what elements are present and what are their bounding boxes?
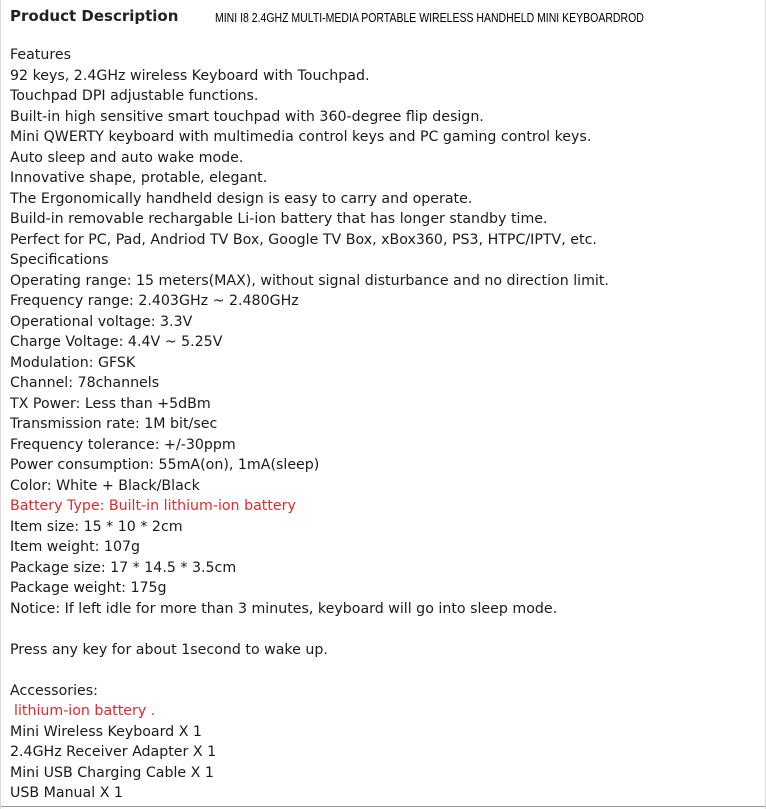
feature-item: Build-in removable rechargable Li-ion battery that has longer standby time. — [10, 211, 548, 227]
feature-item: Touchpad DPI adjustable functions. — [10, 88, 259, 104]
feature-item: Auto sleep and auto wake mode. — [10, 149, 244, 166]
specifications-heading: Specifications — [10, 252, 109, 268]
spec-item: Channel: 78channels — [10, 375, 160, 391]
sleep-notice: Notice: If left idle for more than 3 minutes, keyboard will go into sleep mode. — [10, 600, 558, 617]
section-title: Product Description — [10, 7, 179, 25]
wake-note: Press any key for about 1second to wake up. — [10, 641, 328, 658]
spec-item: Item size: 15 * 10 * 2cm — [10, 518, 183, 535]
spec-item: Package size: 17 * 14.5 * 3.5cm — [10, 559, 237, 576]
spacer — [10, 619, 759, 640]
feature-item: Innovative shape, protable, elegant. — [10, 170, 268, 186]
features-heading: Features — [10, 47, 72, 63]
spec-item: Frequency tolerance: +/-30ppm — [10, 436, 236, 453]
description-body — [10, 45, 759, 804]
spec-item: Charge Voltage: 4.4V ~ 5.25V — [10, 334, 223, 350]
feature-item: 92 keys, 2.4GHz wireless Keyboard with Touchpad. — [10, 67, 370, 84]
bottom-divider — [1, 806, 765, 807]
spec-item: Modulation: GFSK — [10, 354, 136, 371]
feature-item: Built-in high sensitive smart touchpad with 360-degree flip design. — [10, 108, 484, 125]
spec-item: Item weight: 107g — [10, 539, 141, 555]
spec-item: Package weight: 175g — [10, 580, 167, 596]
spec-item: Color: White + Black/Black — [10, 477, 200, 494]
accessory-battery-highlight: lithium-ion battery . — [14, 703, 156, 719]
accessory-item: Mini USB Charging Cable X 1 — [10, 764, 214, 781]
spacer — [10, 660, 759, 681]
spec-item: Power consumption: 55mA(on), 1mA(sleep) — [10, 457, 320, 473]
feature-item: Mini QWERTY keyboard with multimedia control keys and PC gaming control keys. — [10, 129, 592, 145]
accessory-item: 2.4GHz Receiver Adapter X 1 — [10, 744, 217, 760]
spec-item: Frequency range: 2.403GHz ~ 2.480GHz — [10, 293, 299, 309]
spec-item: Operational voltage: 3.3V — [10, 313, 193, 330]
accessory-item: USB Manual X 1 — [10, 785, 123, 801]
feature-item: The Ergonomically handheld design is easy to carry and operate. — [10, 190, 473, 207]
battery-type-highlight: Battery Type: Built-in lithium-ion battery — [10, 498, 296, 514]
spec-item: Operating range: 15 meters(MAX), without signal disturbance and no direction limit. — [10, 272, 609, 289]
spec-item: Transmission rate: 1M bit/sec — [10, 416, 218, 432]
accessory-item: Mini Wireless Keyboard X 1 — [10, 723, 202, 740]
spec-item: TX Power: Less than +5dBm — [10, 395, 211, 412]
product-name: MINI I8 2.4GHZ MULTI-MEDIA PORTABLE WIRELESS HANDHELD MINI KEYBOARDROD — [215, 11, 644, 25]
feature-item: Perfect for PC, Pad, Andriod TV Box, Google TV Box, xBox360, PS3, HTPC/IPTV, etc. — [10, 231, 597, 248]
description-header — [10, 6, 759, 30]
accessories-heading: Accessories: — [10, 682, 98, 699]
